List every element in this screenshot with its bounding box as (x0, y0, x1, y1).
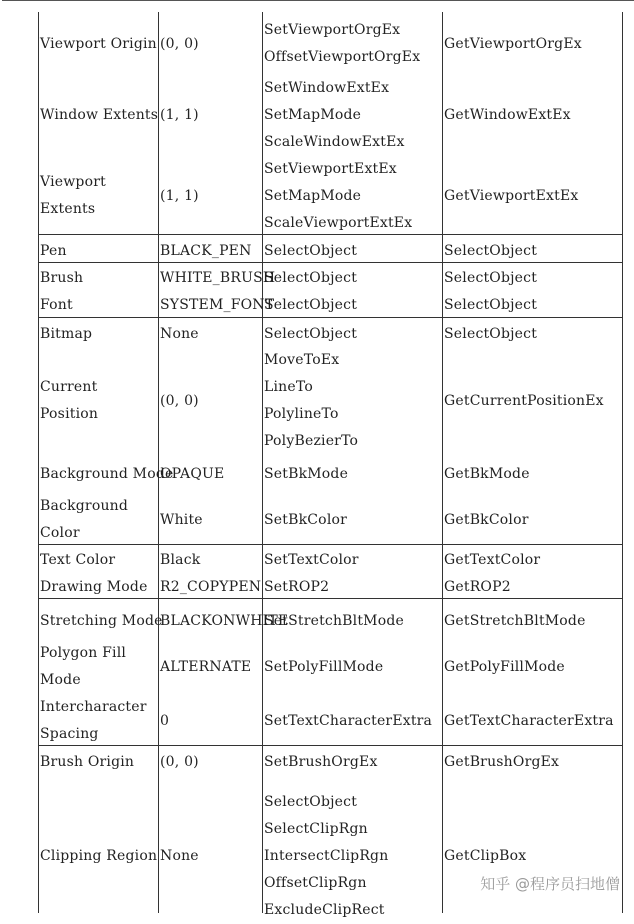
cell-set: SelectObject (264, 793, 358, 810)
cell-attr: Viewport (40, 174, 106, 190)
cell-attr: Stretching Mode (40, 612, 163, 629)
cell-set: SetTextCharacterExtra (264, 712, 433, 729)
cell-attr: Window Extents (40, 106, 159, 123)
cell-default: (0, 0) (160, 753, 199, 770)
cell-attr: Spacing (40, 726, 99, 742)
cell-set: OffsetViewportOrgEx (264, 49, 421, 65)
cell-set: SetMapMode (264, 106, 362, 123)
cell-attr: Polygon Fill (40, 645, 127, 661)
column-rule (38, 12, 39, 913)
cell-attr: Brush (40, 270, 84, 286)
cell-set: SetPolyFillMode (264, 658, 384, 675)
cell-default: 0 (160, 712, 170, 729)
cell-get: GetStretchBltMode (444, 612, 586, 629)
top-rule (2, 0, 634, 1)
cell-default: None (160, 325, 199, 342)
cell-set: SelectObject (264, 325, 358, 342)
cell-set: SetTextColor (264, 552, 359, 568)
cell-get: GetBkColor (444, 511, 529, 528)
cell-set: MoveToEx (264, 352, 340, 368)
row-rule (38, 745, 622, 746)
cell-attr: Pen (40, 242, 67, 259)
cell-default: WHITE_BRUSH (160, 270, 276, 286)
cell-get: GetBkMode (444, 465, 530, 482)
cell-get: SelectObject (444, 297, 538, 313)
cell-attr: Background (40, 498, 129, 514)
cell-default: OPAQUE (160, 465, 225, 482)
cell-get: SelectObject (444, 270, 538, 286)
cell-set: SetWindowExtEx (264, 79, 390, 96)
cell-set: SetBkMode (264, 465, 349, 482)
cell-default: BLACK_PEN (160, 242, 252, 259)
cell-set: OffsetClipRgn (264, 874, 367, 891)
cell-get: GetPolyFillMode (444, 658, 565, 675)
cell-set: SetBrushOrgEx (264, 753, 378, 770)
cell-default: None (160, 847, 199, 864)
cell-set: ExcludeClipRect (264, 901, 385, 918)
cell-default: (1, 1) (160, 106, 199, 123)
cell-get: GetClipBox (444, 847, 527, 864)
cell-default: White (160, 511, 203, 528)
cell-attr: Brush Origin (40, 753, 135, 770)
cell-get: GetTextCharacterExtra (444, 712, 614, 729)
cell-attr: Extents (40, 201, 96, 217)
cell-default: Black (160, 552, 201, 568)
cell-set: SelectObject (264, 270, 358, 286)
cell-set: PolylineTo (264, 406, 339, 422)
cell-get: GetWindowExtEx (444, 106, 571, 123)
cell-attr: Clipping Region (40, 847, 158, 864)
cell-get: GetViewportOrgEx (444, 35, 582, 52)
cell-default: BLACKONWHITE (160, 612, 289, 629)
cell-set: PolyBezierTo (264, 433, 359, 449)
cell-default: (0, 0) (160, 392, 199, 409)
column-rule (622, 12, 623, 913)
cell-set: SetViewportOrgEx (264, 22, 401, 38)
cell-set: SetMapMode (264, 187, 362, 204)
cell-default: (1, 1) (160, 187, 199, 204)
cell-set: ScaleViewportExtEx (264, 214, 413, 231)
cell-set: LineTo (264, 379, 313, 395)
cell-get: SelectObject (444, 242, 538, 259)
cell-attr: Drawing Mode (40, 579, 148, 595)
cell-set: SetStretchBltMode (264, 612, 404, 629)
cell-get: GetBrushOrgEx (444, 753, 560, 770)
cell-attr: Current (40, 379, 98, 395)
cell-set: SelectClipRgn (264, 820, 368, 837)
cell-attr: Bitmap (40, 325, 93, 342)
cell-set: SetROP2 (264, 579, 330, 595)
cell-set: SelectObject (264, 242, 358, 259)
cell-attr: Position (40, 406, 99, 422)
cell-default: (0, 0) (160, 35, 199, 52)
cell-attr: Color (40, 525, 80, 541)
cell-get: SelectObject (444, 325, 538, 342)
cell-default: SYSTEM_FONT (160, 297, 275, 313)
cell-set: ScaleWindowExtEx (264, 133, 405, 150)
cell-attr: Mode (40, 672, 81, 688)
cell-get: GetViewportExtEx (444, 187, 579, 204)
cell-attr: Intercharacter (40, 699, 147, 715)
cell-attr: Viewport Origin (40, 35, 157, 52)
cell-default: R2_COPYPEN (160, 579, 262, 595)
cell-attr: Background Mode (40, 465, 174, 482)
cell-default: ALTERNATE (160, 658, 252, 675)
cell-attr: Text Color (40, 552, 116, 568)
cell-get: GetROP2 (444, 579, 511, 595)
cell-set: SetBkColor (264, 511, 348, 528)
cell-get: GetTextColor (444, 552, 541, 568)
row-rule (38, 544, 622, 545)
cell-get: GetCurrentPositionEx (444, 392, 604, 409)
cell-attr: Font (40, 297, 73, 313)
cell-set: IntersectClipRgn (264, 847, 389, 864)
column-rule (262, 12, 263, 913)
column-rule (442, 12, 443, 913)
cell-set: SelectObject (264, 297, 358, 313)
cell-set: SetViewportExtEx (264, 160, 397, 177)
watermark: 知乎 @程序员扫地僧 (480, 875, 620, 893)
